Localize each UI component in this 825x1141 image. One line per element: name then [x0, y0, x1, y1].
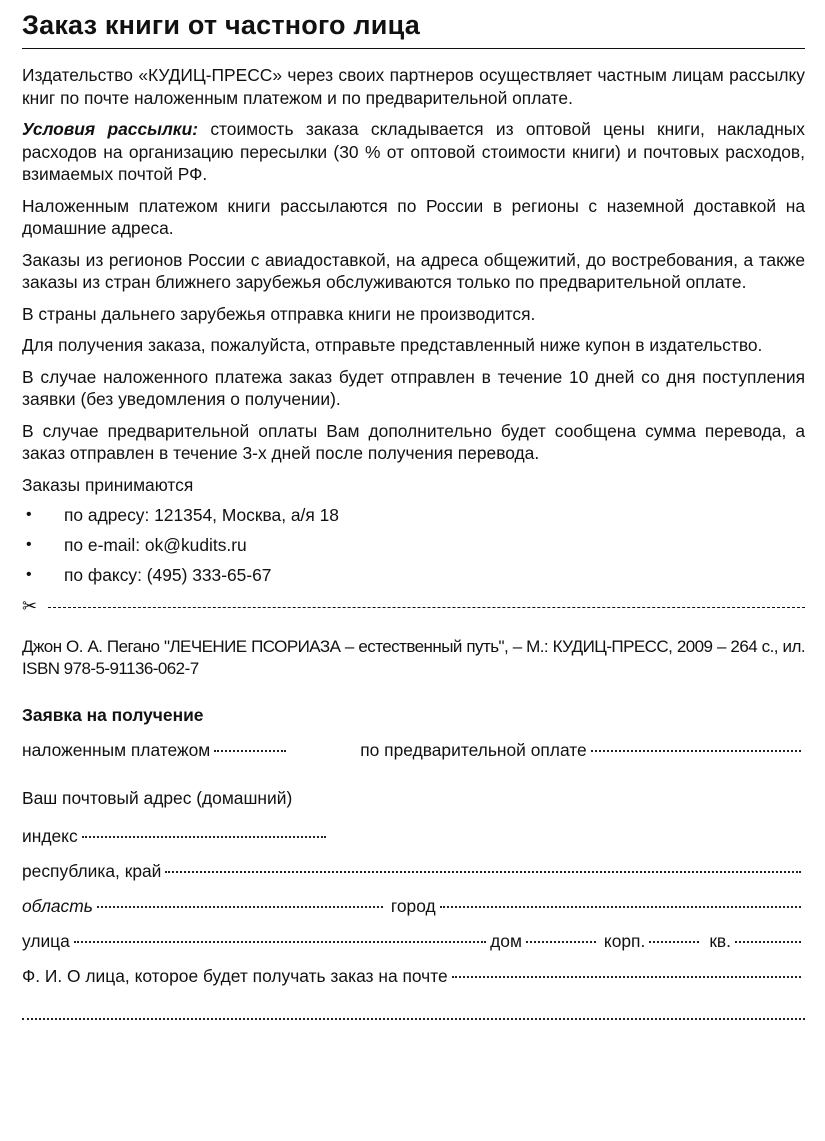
far-abroad-paragraph: В страны дальнего зарубежья отправка книги не производится.	[22, 303, 536, 324]
cod-paragraph: Наложенным платежом книги рассылаются по России в регионы с наземной доставкой на домашние адреса.	[22, 195, 805, 238]
street-label: улица	[22, 931, 70, 951]
index-field[interactable]	[82, 836, 326, 838]
payment-cod-label: наложенным платежом	[22, 740, 211, 760]
recipient-row	[22, 965, 805, 987]
request-title: Заявка на получение	[22, 705, 204, 725]
cod-timing-paragraph: В случае наложенного платежа заказ будет отправлен в течение 10 дней со дня поступления заявки (без уведомления о получении).	[22, 366, 805, 409]
contact-fax-text: по факсу: (495) 333-65-67	[64, 565, 272, 585]
contact-fax	[22, 564, 805, 586]
payment-prepaid-label: по предварительной оплате	[360, 740, 587, 760]
book-reference: Джон О. А. Пегано "ЛЕЧЕНИЕ ПСОРИАЗА – естественный путь", – М.: КУДИЦ-ПРЕСС, 2009 – 264 с., ил. ISBN 978-5-91136-062-7	[22, 637, 805, 678]
conditions-label: Условия рассылки:	[22, 119, 199, 139]
contact-address	[22, 504, 805, 526]
scissors-icon: ✂	[22, 596, 38, 616]
bullet-icon: •	[26, 566, 32, 583]
contact-email	[22, 534, 805, 556]
contact-email-text: по e-mail: ok@kudits.ru	[64, 535, 247, 555]
street-row	[22, 930, 805, 952]
coupon-paragraph: Для получения заказа, пожалуйста, отправьте представленный ниже купон в издательство.	[22, 335, 763, 355]
bullet-icon: •	[26, 536, 32, 553]
cut-dashes	[48, 607, 805, 608]
oblast-city-row	[22, 895, 805, 917]
recipient-field[interactable]	[452, 976, 801, 978]
republic-row	[22, 860, 805, 882]
address-heading-row	[22, 787, 805, 809]
address-heading: Ваш почтовый адрес (домашний)	[22, 788, 293, 808]
recipient-field-continued[interactable]	[22, 1017, 805, 1020]
order-page	[22, 0, 805, 1020]
cut-line	[22, 596, 805, 616]
orders-accepted-heading: Заказы принимаются	[22, 474, 194, 495]
oblast-field[interactable]	[97, 906, 383, 908]
house-field[interactable]	[526, 941, 596, 943]
house-label: дом	[490, 931, 522, 951]
index-row	[22, 825, 805, 847]
contact-address-text: по адресу: 121354, Москва, а/я 18	[64, 505, 339, 525]
apartment-field[interactable]	[735, 941, 801, 943]
payment-cod-field[interactable]	[214, 750, 286, 752]
prepay-regions-paragraph: Заказы из регионов России с авиадоставкой, на адреса общежитий, до востребования, а также заказы из стран ближнего зарубежья обслуживаются только по предварительной оплате.	[22, 249, 805, 292]
bullet-icon: •	[26, 506, 32, 523]
street-field[interactable]	[74, 941, 486, 943]
intro-paragraph: Издательство «КУДИЦ-ПРЕСС» через своих партнеров осуществляет частным лицам рассылку книг по почте наложенным платежом и по предварительной оплате.	[22, 65, 805, 108]
prepay-timing-paragraph: В случае предварительной оплаты Вам дополнительно будет сообщена сумма перевода, а заказ отправлен в течение 3-х дней после получения перевода.	[22, 420, 805, 463]
republic-field[interactable]	[165, 871, 801, 873]
republic-label: республика, край	[22, 861, 162, 881]
building-label: корп.	[603, 931, 646, 951]
payment-method-row	[22, 739, 805, 761]
building-field[interactable]	[649, 941, 699, 943]
payment-prepaid-field[interactable]	[591, 750, 801, 752]
oblast-label: область	[22, 896, 93, 916]
contact-list	[22, 504, 805, 586]
city-field[interactable]	[440, 906, 801, 908]
city-label: город	[390, 896, 436, 916]
recipient-label: Ф. И. О лица, которое будет получать заказ на почте	[22, 966, 448, 986]
conditions-text: стоимость заказа складывается из оптовой цены книги, накладных расходов на организацию пересылки (30 % от оптовой стоимости книги) и почтовых расходов, взимаемых почтой РФ.	[22, 119, 805, 184]
page-title: Заказ книги от частного лица	[22, 8, 805, 49]
index-label: индекс	[22, 826, 78, 846]
apartment-label: кв.	[709, 931, 731, 951]
conditions-paragraph	[22, 118, 805, 186]
